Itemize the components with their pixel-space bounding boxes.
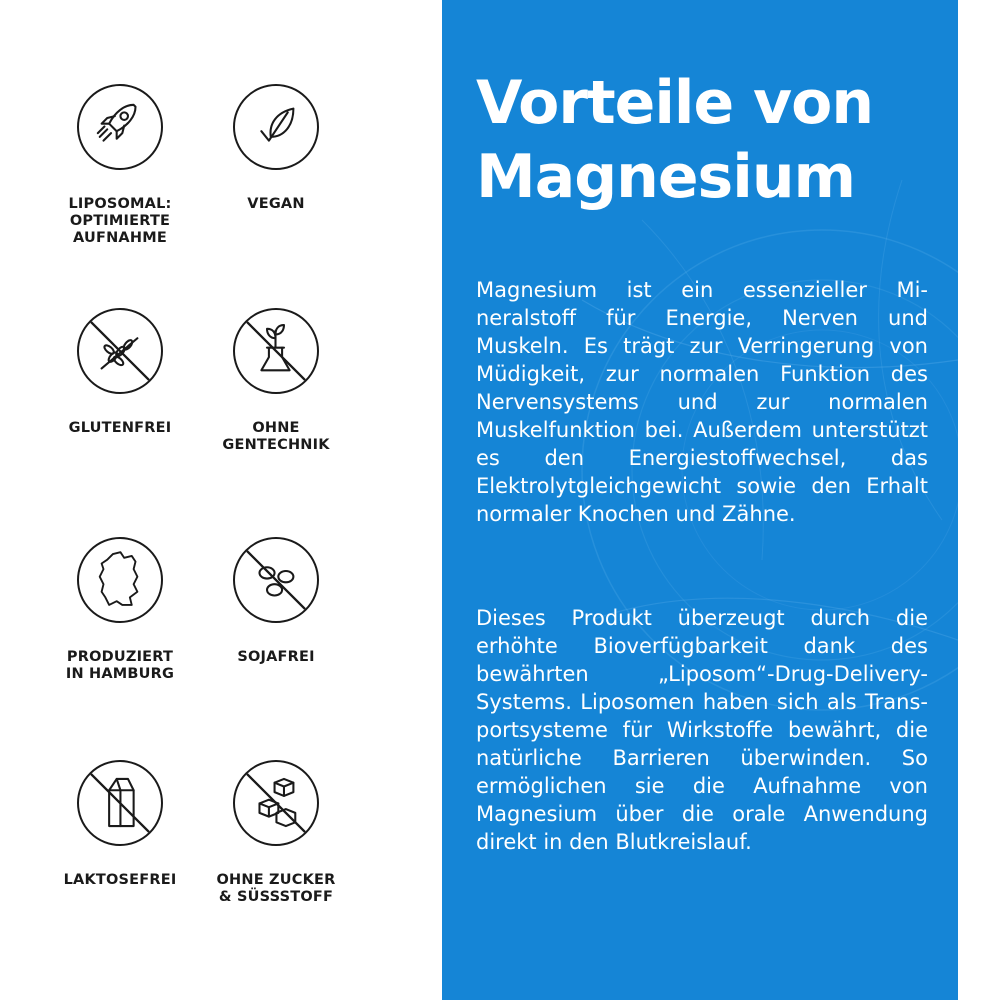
feature-produziert-in-hamburg [30,537,210,683]
feature-laktosefrei [30,760,210,889]
feature-label-ohne-gentechnik: OHNE GENTECHNIK [222,420,330,453]
feature-label-laktosefrei: LAKTOSEFREI [63,872,177,888]
feature-ohne-zucker [186,760,366,906]
sugar-cubes-crossed-icon [233,760,319,846]
milk-carton-crossed-icon [77,760,163,846]
panel-title: Vorteile von Magnesium [476,68,874,212]
feature-label-produziert: PRODUZIERT IN HAMBURG [65,649,175,682]
feature-label-glutenfrei: GLUTENFREI [68,420,172,436]
feature-label-vegan: VEGAN [247,196,305,212]
benefits-paragraph-1: Magnesium ist ein essenzieller Mineralstoff für Energie, Nerven und Muskeln. Es trägt zur Verringerung von Müdigkeit, zur normalen Funktion des Nervensystems und zur normalen Muskelfunktion bei. Außerdem unterstützt es den Energiestoffwechsel, das Elektrolytgleichgewicht sowie den Erhalt normaler Knochen und Zähne. [476,278,928,526]
feature-ohne-gentechnik [186,308,366,454]
feature-glutenfrei [30,308,210,437]
feature-label-sojafrei: SOJAFREI [237,649,315,665]
benefits-paragraph-2: Dieses Produkt überzeugt durch die erhöhte Bioverfügbarkeit dank des bewährten „Liposom“-Drug-Delivery-Systems. Liposomen haben sich als Transportsysteme für Wirkstoffe bewährt, die natürliche Barrieren überwinden. So ermöglichen sie die Aufnahme von Magnesium über die orale Anwendung direkt in den Blutkreislauf. [476,606,928,854]
germany-map-icon [77,537,163,623]
wheat-crossed-icon [77,308,163,394]
feature-vegan [186,84,366,213]
benefits-panel [442,0,958,1000]
plant-flask-crossed-icon [233,308,319,394]
right-margin-strip [958,0,1000,1000]
feature-liposomal [30,84,210,247]
soy-crossed-icon [233,537,319,623]
feature-sojafrei [186,537,366,666]
feature-label-ohne-zucker: OHNE ZUCKER & SÜSSSTOFF [216,872,336,905]
leaf-icon [233,84,319,170]
feature-icons-panel [0,0,442,1000]
feature-label-liposomal: LIPOSOMAL: OPTIMIERTE AUFNAHME [68,196,172,246]
rocket-icon [77,84,163,170]
